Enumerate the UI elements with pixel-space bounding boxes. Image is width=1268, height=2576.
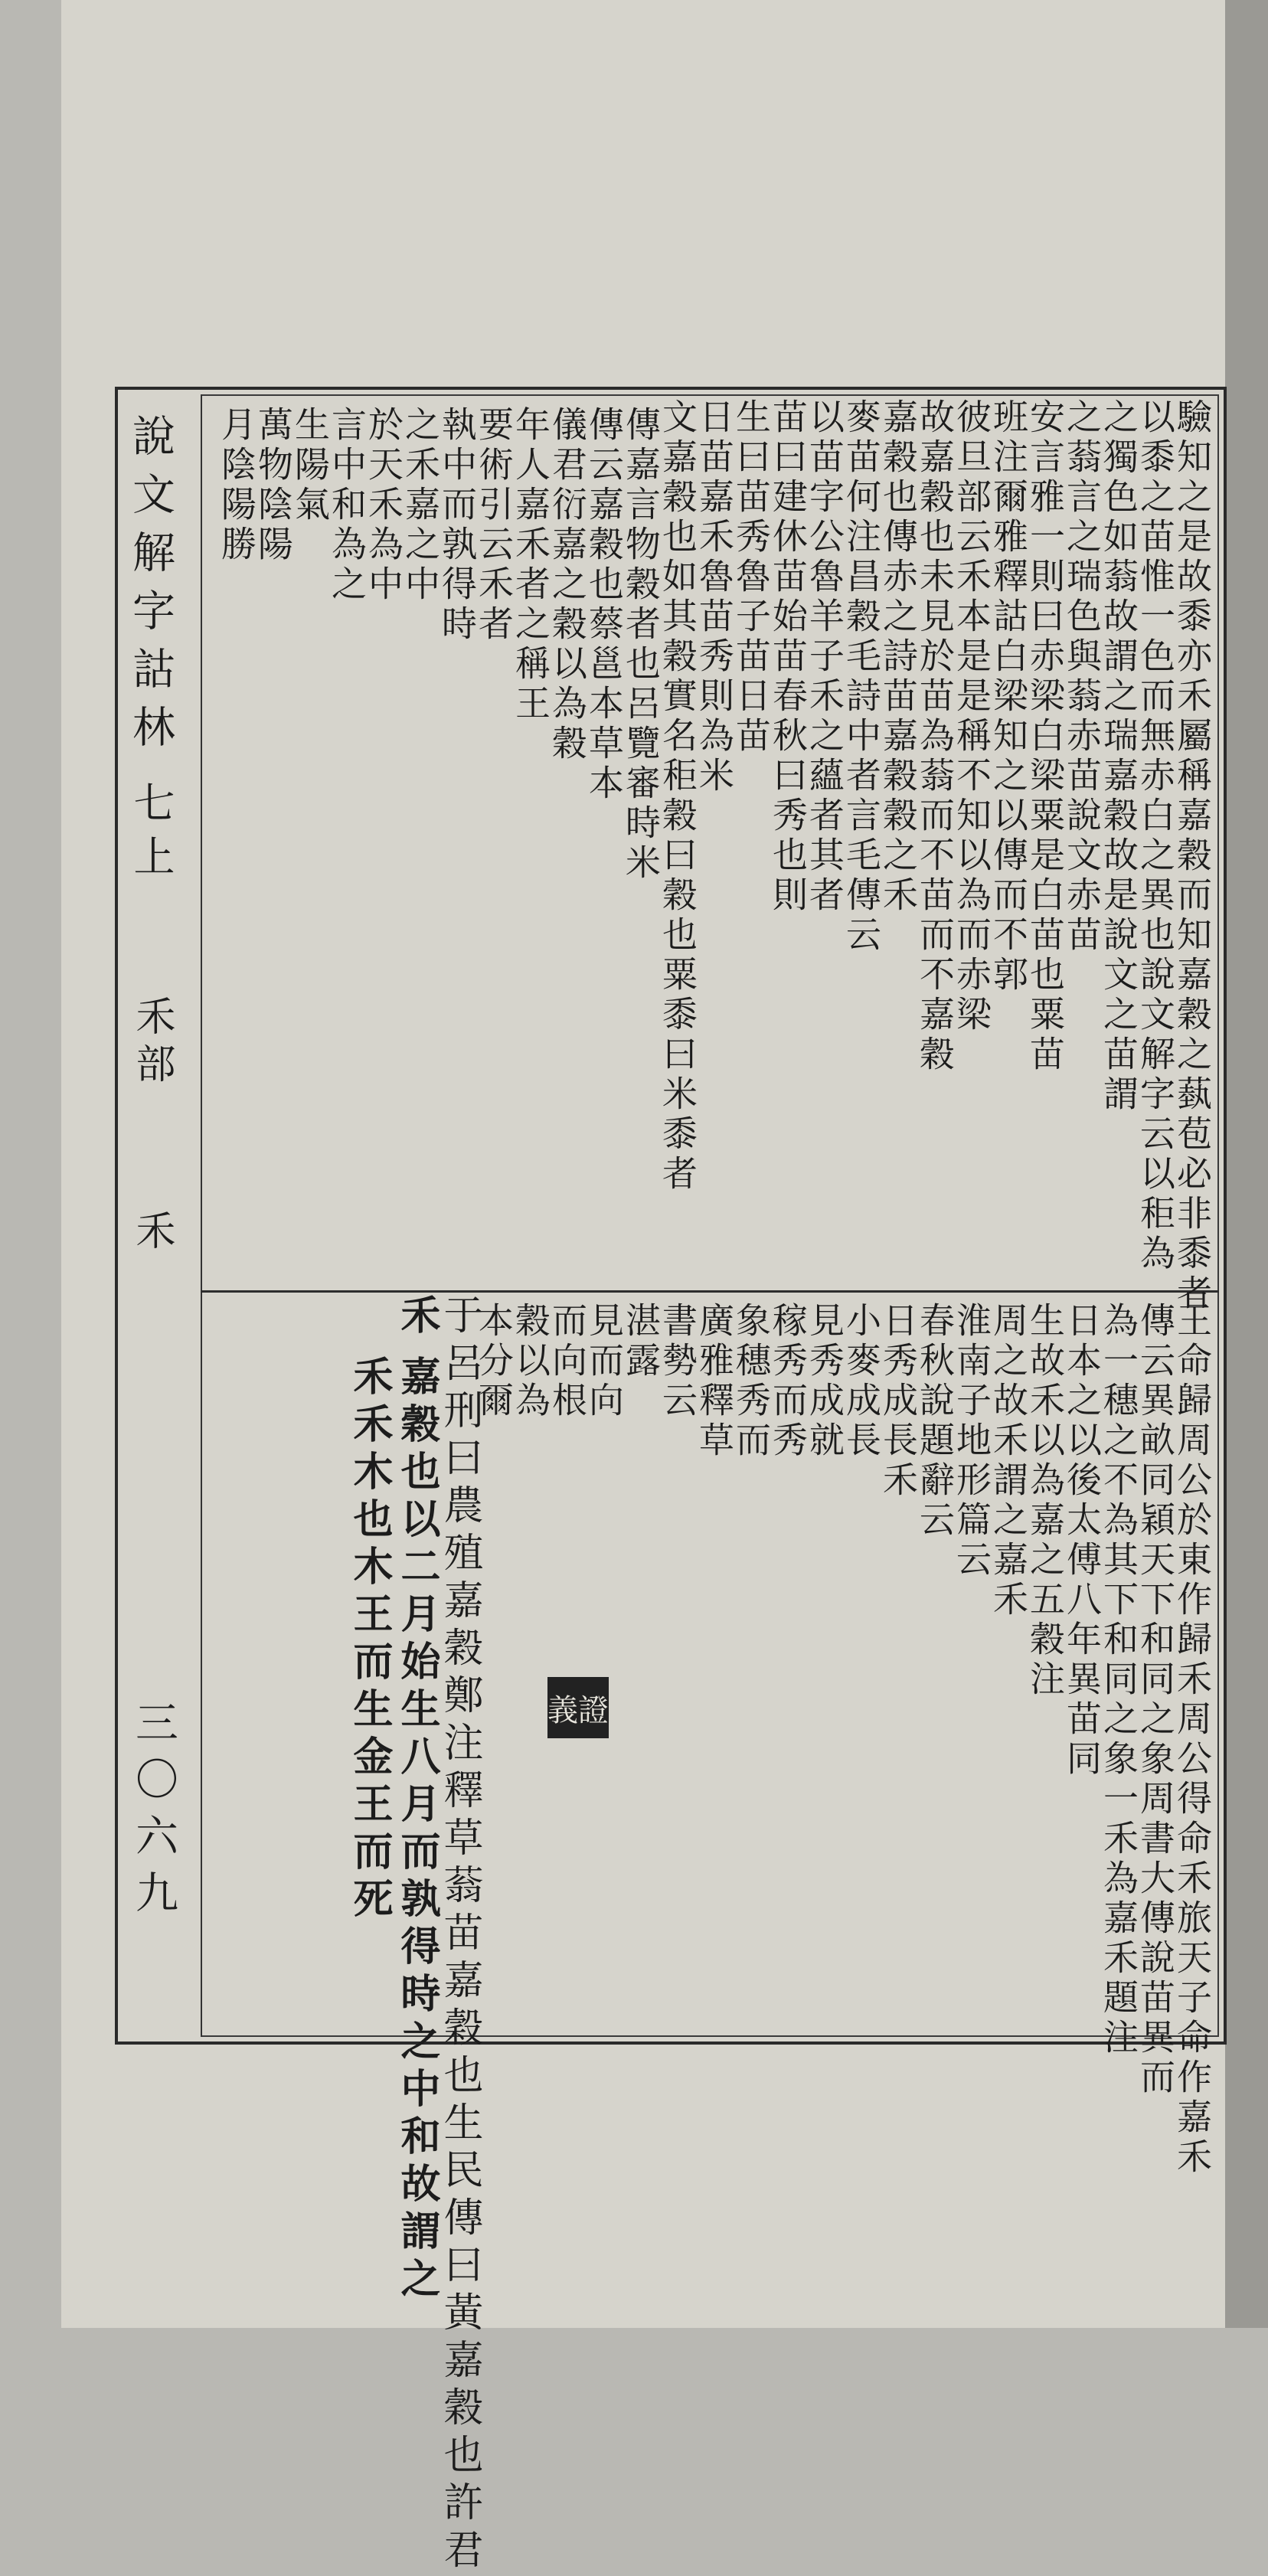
book-title: 說文解字詁林 <box>126 414 175 763</box>
char-label: 禾 <box>129 1210 175 1257</box>
text-column: 象穗秀而 <box>730 1302 772 1461</box>
text-column: 之獨色如蓊故謂之瑞嘉穀故是說文之苗謂 <box>1098 398 1139 1115</box>
text-column: 要術引云禾者 <box>473 406 515 645</box>
text-column: 故嘉穀也未見於苗為蓊而不苗而不嘉穀 <box>914 398 956 1075</box>
text-column: 湛露 <box>620 1302 662 1381</box>
text-column: 苗曰建休苗始苗春秋曰秀也則 <box>767 398 809 916</box>
text-column: 之蓊言之瑞色與蓊赤苗說文赤苗 <box>1061 398 1103 956</box>
text-column: 彼旦部云禾本是是稱不知以為而赤梁 <box>951 398 992 1035</box>
text-column: 本分爾 <box>473 1302 515 1421</box>
text-column: 嘉穀也傳赤之詩苗嘉穀穀之禾 <box>877 398 919 916</box>
text-column: 驗知之是故黍亦禾屬稱嘉穀而知嘉穀之蓺苞必非黍者 <box>1172 398 1213 1314</box>
text-column: 傳云異畝同穎天下和同之象周書大傳說苗異而 <box>1135 1302 1176 2098</box>
text-column: 日苗嘉禾魯苗秀則為米 <box>694 398 735 796</box>
text-column: 萬物陰陽 <box>253 406 294 565</box>
text-column: 文嘉穀也如其穀實名秬穀曰穀也粟黍曰米黍者 <box>657 398 698 1195</box>
entry-main-text: 禾禾木也木王而生金王而死 <box>346 1355 393 1925</box>
text-column: 安言雅一則曰赤梁白梁粟是白苗也粟苗 <box>1025 398 1066 1075</box>
text-column: 執中而孰得時 <box>436 406 478 645</box>
entry-main-text: 嘉穀也以二月始生八月而孰得時之中和故謂之 <box>394 1355 440 2305</box>
page-edge <box>1225 0 1268 2328</box>
entry-note: 于呂刑曰農殖嘉穀鄭注釋草蓊苗嘉穀也生民傳曰黃嘉穀也許君 <box>436 1294 482 2576</box>
text-column: 小麥成長 <box>841 1302 882 1461</box>
text-column: 穀以為 <box>510 1302 551 1421</box>
text-column: 年人嘉禾者之稱王 <box>510 406 551 724</box>
text-column: 以黍之苗惟一色而無赤白之異也說文解字云以秬為 <box>1135 398 1176 1274</box>
text-column: 春秋說題辭云 <box>914 1302 956 1541</box>
text-column: 傳云嘉穀也蔡邕本草本 <box>583 406 625 804</box>
text-column: 周之故禾謂之嘉禾 <box>988 1302 1029 1620</box>
horizontal-divider <box>201 1290 1219 1293</box>
text-column: 傳嘉言物穀者也呂覽審時米 <box>620 406 662 884</box>
text-column: 淮南子地形篇云 <box>951 1302 992 1581</box>
text-column: 麥苗何注昌穀毛詩中者言毛傳云 <box>841 398 882 956</box>
page-number: 三〇六九 <box>129 1700 178 1927</box>
text-column: 而向根 <box>547 1302 588 1421</box>
text-column: 見而向 <box>583 1302 625 1421</box>
text-column: 言中和為之 <box>326 406 368 605</box>
text-column: 為一穗之不為其下和同之象一禾為嘉禾題注 <box>1098 1302 1139 2058</box>
text-column: 班注爾雅釋詁白梁知之以傳而不郭 <box>988 398 1029 995</box>
text-column: 稼秀而秀 <box>767 1302 809 1461</box>
text-column: 王命歸周公於東作歸禾周公得命禾旅天子命作嘉禾 <box>1172 1302 1213 2178</box>
section-label: 七上 <box>127 781 175 888</box>
text-column: 見秀成就 <box>804 1302 845 1461</box>
entry-head-char: 禾 <box>394 1294 440 1342</box>
text-column: 於天禾為中 <box>363 406 404 605</box>
text-column: 生曰苗秀魯子苗日苗 <box>730 398 772 757</box>
radical-label: 禾部 <box>129 995 175 1090</box>
text-column: 生故禾以為嘉之五穀注 <box>1025 1302 1066 1700</box>
text-column: 生陽氣 <box>289 406 331 525</box>
section-tag: 義證 <box>547 1677 609 1738</box>
text-column: 儀君衍嘉之穀以為穀 <box>547 406 588 764</box>
text-column: 月陰陽勝 <box>216 406 257 565</box>
text-column: 日秀成長禾 <box>877 1302 919 1501</box>
text-column: 廣雅釋草 <box>694 1302 735 1461</box>
text-column: 之禾嘉之中 <box>400 406 441 605</box>
text-column: 書勢云 <box>657 1302 698 1421</box>
text-column: 日本之以後太傅八年異苗同 <box>1061 1302 1103 1780</box>
text-column: 以苗字公魯羊子禾之蘊者其者 <box>804 398 845 916</box>
